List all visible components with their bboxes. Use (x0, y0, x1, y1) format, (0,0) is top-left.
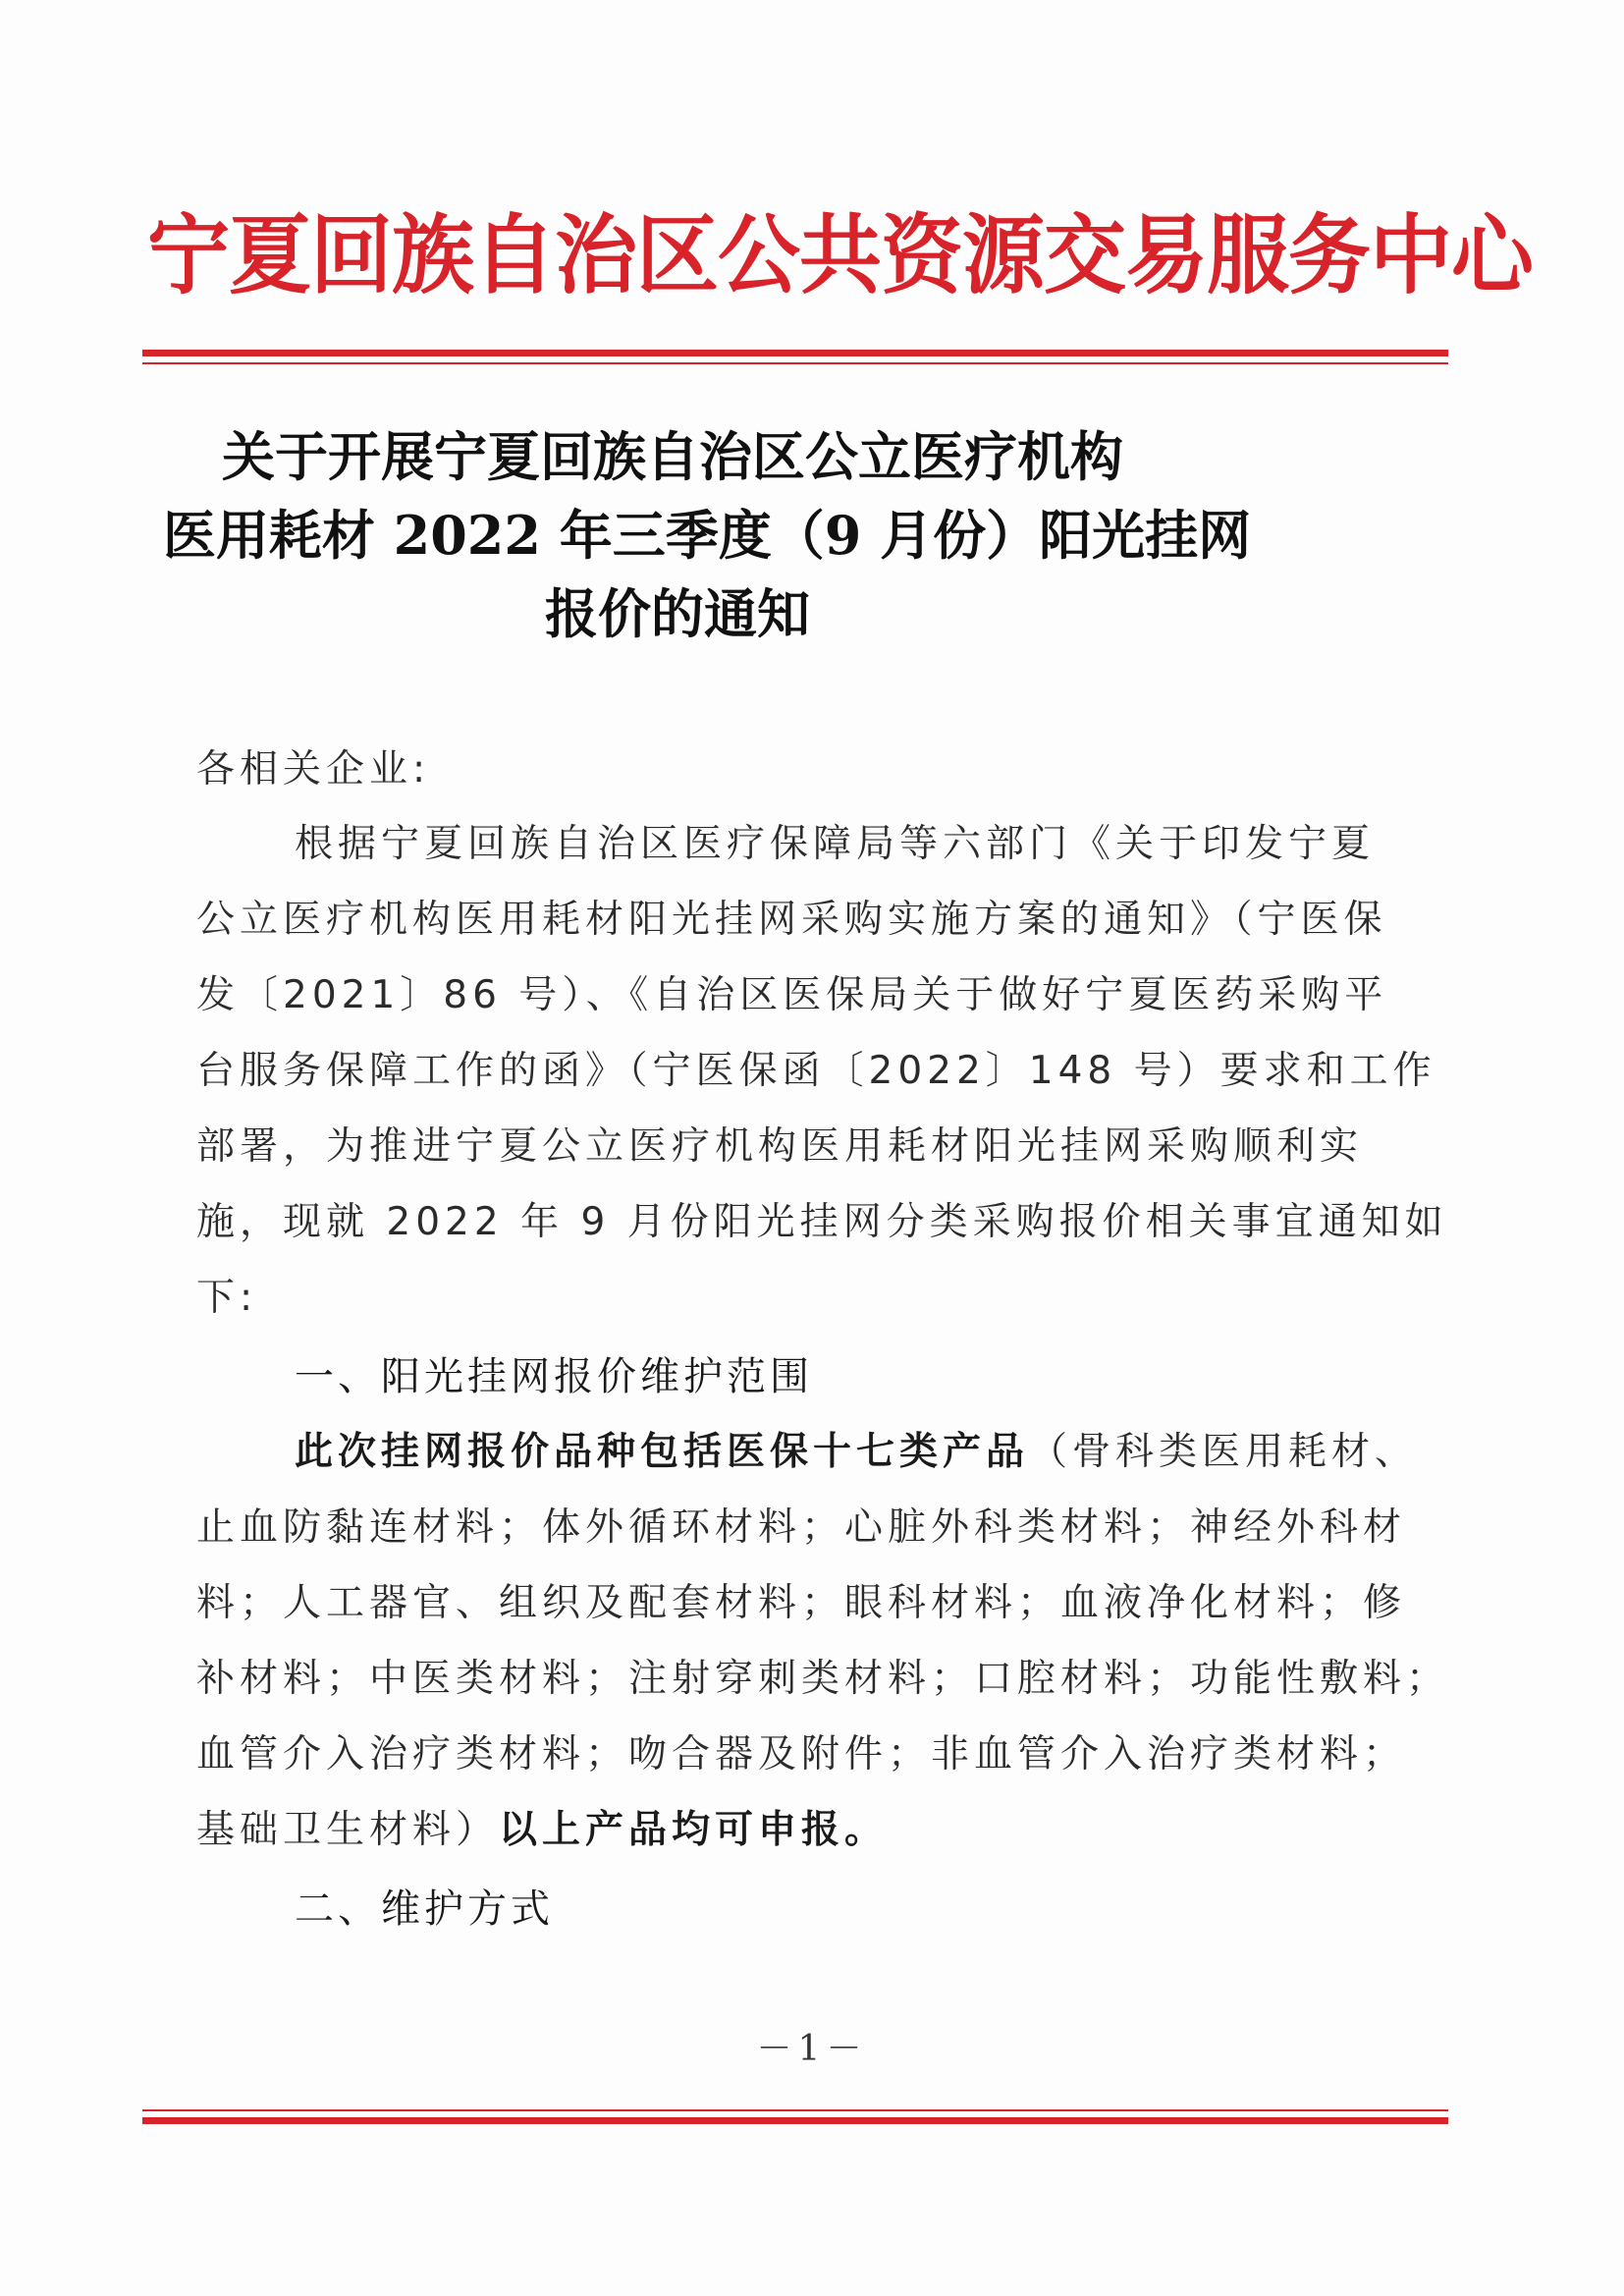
section-1-last-bold: 以上产品均可申报。 (499, 1808, 889, 1852)
section-1-last-plain: 基础卫生材料） (196, 1808, 500, 1852)
intro-line-7: 下: (196, 1276, 258, 1320)
section-1-heading: 一、阳光挂网报价维护范围 (295, 1354, 813, 1399)
document-title-line-1: 关于开展宁夏回族自治区公立医疗机构 (222, 425, 1123, 488)
intro-line-5: 部署，为推进宁夏公立医疗机构医用耗材阳光挂网采购顺利实 (196, 1124, 1364, 1169)
intro-line-6: 施，现就 2022 年 9 月份阳光挂网分类采购报价相关事宜通知如 (196, 1200, 1448, 1244)
intro-line-1: 根据宁夏回族自治区医疗保障局等六部门《关于印发宁夏 (295, 822, 1376, 866)
document-title-line-3: 报价的通知 (545, 582, 810, 645)
section-1-line-2: 止血防黏连材料；体外循环材料；心脏外科类材料；神经外科材 (196, 1505, 1407, 1550)
section-1-line-5: 血管介入治疗类材料；吻合器及附件；非血管介入治疗类材料； (196, 1732, 1407, 1777)
section-1-line-1-rest: （骨科类医用耗材、 (1029, 1430, 1419, 1474)
section-1-line-1 (295, 1421, 1418, 1476)
document-title-line-2: 医用耗材 2022 年三季度（9 月份）阳光挂网 (162, 504, 1252, 567)
intro-line-4: 台服务保障工作的函》（宁医保函〔2022〕148 号）要求和工作 (196, 1049, 1436, 1093)
intro-line-2: 公立医疗机构医用耗材阳光挂网采购实施方案的通知》（宁医保 (196, 898, 1387, 942)
footer-rule-thin (142, 2109, 1448, 2111)
section-1-line-4: 补材料；中医类材料；注射穿刺类材料；口腔材料；功能性敷料； (196, 1657, 1450, 1701)
footer-rule-thick (142, 2117, 1448, 2124)
intro-line-3: 发〔2021〕86 号）、《自治区医保局关于做好宁夏医药采购平 (196, 973, 1388, 1017)
page-number: －1－ (756, 2029, 868, 2069)
header-rule-thick (142, 350, 1448, 356)
salutation: 各相关企业: (196, 747, 431, 792)
organization-header: 宁夏回族自治区公共资源交易服务中心 (147, 203, 1534, 306)
section-1-line-6 (196, 1799, 888, 1854)
section-1-lead: 此次挂网报价品种包括医保十七类产品 (295, 1430, 1030, 1474)
section-1-line-3: 料；人工器官、组织及配套材料；眼科材料；血液净化材料；修 (196, 1581, 1407, 1625)
header-rule-thin (142, 362, 1448, 364)
section-2-heading: 二、维护方式 (295, 1886, 554, 1932)
